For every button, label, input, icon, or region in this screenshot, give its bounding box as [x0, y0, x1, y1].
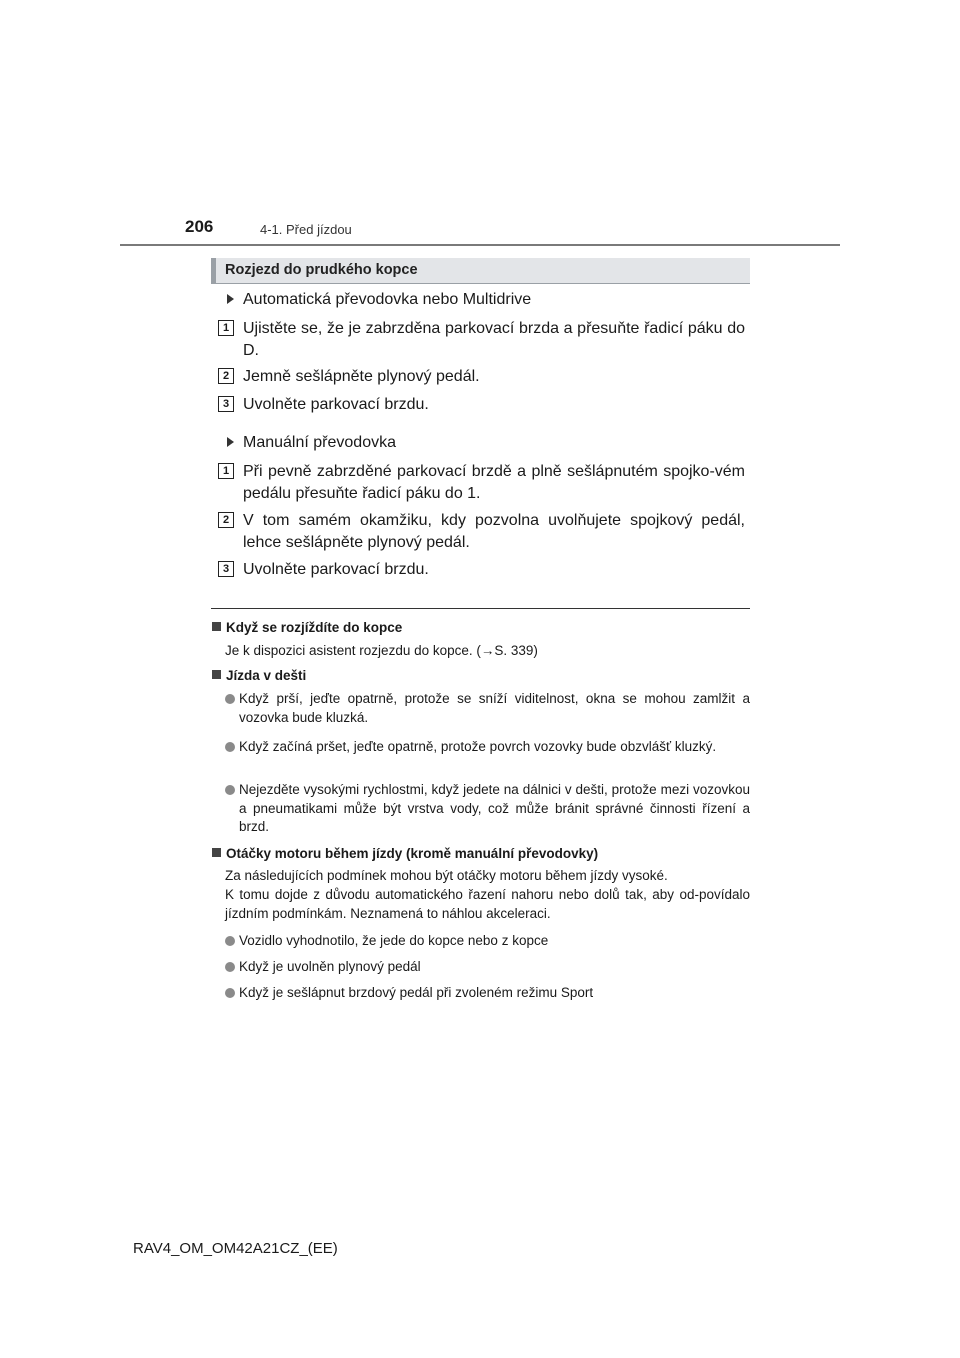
bullet-text: Vozidlo vyhodnotilo, že jede do kopce nebo z kopce	[239, 933, 549, 948]
manual-heading	[243, 434, 396, 452]
triangle-marker-icon	[227, 294, 234, 304]
automatic-step-3: Uvolněte parkovací brzdu.	[243, 396, 429, 413]
note-heading-text: Jízda v dešti	[226, 668, 307, 683]
note-heading-text: Když se rozjíždíte do kopce	[226, 620, 403, 635]
note-heading-text: Otáčky motoru během jízdy (kromě manuální převodovky)	[226, 846, 599, 861]
note-heading-hill-start	[212, 620, 402, 635]
step-number-badge: 3	[218, 561, 234, 577]
manual-heading-text: Manuální převodovka	[243, 434, 396, 451]
manual-step-3: Uvolněte parkovací brzdu.	[243, 561, 429, 578]
note-text-engine-rpm-2: K tomu dojde z důvodu automatického řazení nahoru nebo dolů tak, aby od-povídalo jízdním podmínkám. Neznamená to náhlou akceleraci.	[225, 887, 750, 921]
automatic-step-1: Ujistěte se, že je zabrzděna parkovací brzda a přesuňte řadicí páku do D.	[243, 320, 745, 359]
page-number: 206	[185, 217, 214, 236]
square-marker-icon	[212, 848, 221, 857]
note-heading-rain	[212, 668, 306, 683]
topic-title-box	[211, 258, 750, 284]
automatic-heading	[243, 291, 531, 309]
step-number-badge: 3	[218, 396, 234, 412]
bullet-text: Když je uvolněn plynový pedál	[239, 959, 421, 974]
bullet-icon	[225, 742, 235, 752]
triangle-marker-icon	[227, 437, 234, 447]
bullet-icon	[225, 962, 235, 972]
bullet-icon	[225, 988, 235, 998]
manual-step-1: Při pevně zabrzděné parkovací brzdě a plně sešlápnutém spojko-vém pedálu přesuňte řadicí páku do 1.	[243, 463, 745, 502]
bullet-text: Když začíná pršet, jeďte opatrně, protože povrch vozovky bude obzvlášť kluzký.	[239, 739, 717, 754]
manual-step-2: V tom samém okamžiku, kdy pozvolna uvolňujete spojkový pedál, lehce sešlápněte plynový pedál.	[243, 512, 745, 551]
step-number-badge: 2	[218, 512, 234, 528]
bullet-icon	[225, 785, 235, 795]
title-accent-bar	[211, 258, 216, 283]
header-divider	[120, 244, 840, 246]
step-number-badge: 2	[218, 368, 234, 384]
section-title: 4-1. Před jízdou	[260, 222, 352, 237]
notes-divider	[211, 608, 750, 609]
bullet-text: Když je sešlápnut brzdový pedál při zvoleném režimu Sport	[239, 985, 594, 1000]
note-text-engine-rpm-1: Za následujících podmínek mohou být otáčky motoru během jízdy vysoké.	[225, 868, 668, 883]
note-text-hill-start: Je k dispozici asistent rozjezdu do kopce. (→S. 339)	[225, 643, 538, 658]
bullet-icon	[225, 694, 235, 704]
square-marker-icon	[212, 670, 221, 679]
document-code: RAV4_OM_OM42A21CZ_(EE)	[133, 1240, 338, 1257]
automatic-heading-text: Automatická převodovka nebo Multidrive	[243, 291, 532, 308]
step-number-badge: 1	[218, 463, 234, 479]
bullet-text: Nejezděte vysokými rychlostmi, když jedete na dálnici v dešti, protože mezi vozovkou a pneumatikami může být vrstva vody, což může bránit správné činnosti řízení a brzd.	[239, 782, 750, 834]
topic-title: Rozjezd do prudkého kopce	[225, 262, 418, 278]
step-number-badge: 1	[218, 320, 234, 336]
bullet-text: Když prší, jeďte opatrně, protože se sníží viditelnost, okna se mohou zamlžit a vozovka bude kluzká.	[239, 691, 750, 725]
square-marker-icon	[212, 622, 221, 631]
automatic-step-2: Jemně sešlápněte plynový pedál.	[243, 368, 480, 385]
bullet-icon	[225, 936, 235, 946]
note-heading-engine-rpm	[212, 846, 598, 861]
